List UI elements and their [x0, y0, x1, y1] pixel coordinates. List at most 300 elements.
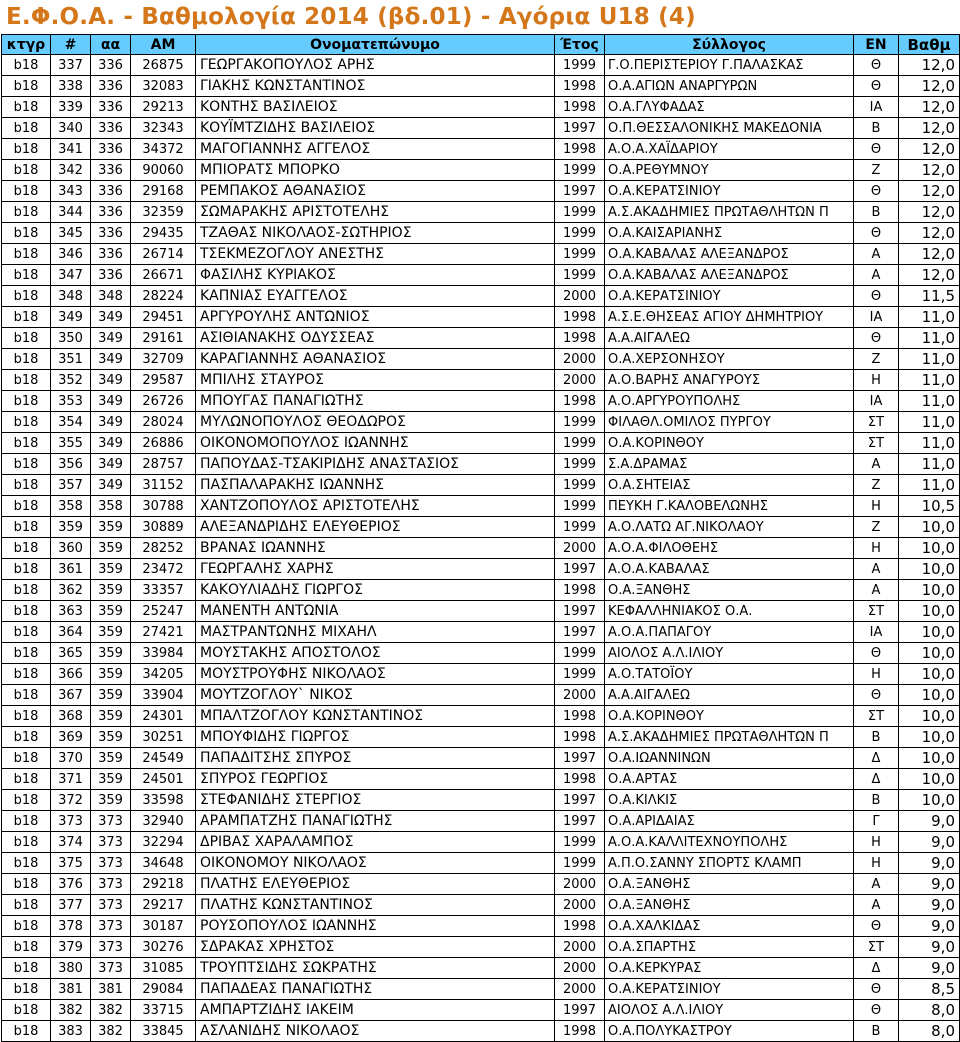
aa-cell: 373 [91, 811, 131, 832]
en-cell: Ζ [854, 160, 899, 181]
birth-year-cell: 2000 [555, 349, 605, 370]
table-row [2, 664, 960, 685]
athlete-name-cell: ΒΡΑΝΑΣ ΙΩΑΝΝΗΣ [196, 538, 555, 559]
rank-cell: 344 [51, 202, 91, 223]
table-row [2, 580, 960, 601]
rank-cell: 338 [51, 76, 91, 97]
aa-cell: 336 [91, 181, 131, 202]
rank-cell: 376 [51, 874, 91, 895]
rank-cell: 356 [51, 454, 91, 475]
club-cell: Ο.Α.ΚΑΒΑΛΑΣ ΑΛΕΞΑΝΔΡΟΣ [605, 265, 854, 286]
table-row [2, 160, 960, 181]
club-cell: Ο.Α.ΚΑΙΣΑΡΙΑΝΗΣ [605, 223, 854, 244]
category-cell: b18 [2, 433, 51, 454]
en-cell: Α [854, 265, 899, 286]
aa-cell: 349 [91, 454, 131, 475]
rank-cell: 342 [51, 160, 91, 181]
aa-cell: 336 [91, 139, 131, 160]
aa-cell: 349 [91, 475, 131, 496]
category-cell: b18 [2, 76, 51, 97]
athlete-name-cell: ΑΜΠΑΡΤΖΙΔΗΣ ΙΑΚΕΙΜ [196, 1000, 555, 1021]
am-cell: 32083 [131, 76, 196, 97]
en-cell: Β [854, 1021, 899, 1042]
table-row [2, 937, 960, 958]
rank-cell: 383 [51, 1021, 91, 1042]
table-row [2, 895, 960, 916]
category-cell: b18 [2, 643, 51, 664]
birth-year-cell: 2000 [555, 937, 605, 958]
aa-cell: 349 [91, 433, 131, 454]
birth-year-cell: 2000 [555, 370, 605, 391]
table-row [2, 517, 960, 538]
category-cell: b18 [2, 160, 51, 181]
en-cell: ΣΤ [854, 412, 899, 433]
category-cell: b18 [2, 349, 51, 370]
athlete-name-cell: ΧΑΝΤΖΟΠΟΥΛΟΣ ΑΡΙΣΤΟΤΕΛΗΣ [196, 496, 555, 517]
rank-cell: 359 [51, 517, 91, 538]
score-cell: 10,0 [899, 643, 960, 664]
category-cell: b18 [2, 958, 51, 979]
club-cell: Α.Ο.ΑΡΓΥΡΟΥΠΟΛΗΣ [605, 391, 854, 412]
club-cell: Α.Σ.ΑΚΑΔΗΜΙΕΣ ΠΡΩΤΑΘΛΗΤΩΝ Π [605, 202, 854, 223]
athlete-name-cell: ΑΛΕΞΑΝΔΡΙΔΗΣ ΕΛΕΥΘΕΡΙΟΣ [196, 517, 555, 538]
rank-cell: 378 [51, 916, 91, 937]
category-cell: b18 [2, 832, 51, 853]
table-row [2, 706, 960, 727]
category-cell: b18 [2, 601, 51, 622]
en-cell: Β [854, 202, 899, 223]
aa-cell: 382 [91, 1021, 131, 1042]
rank-cell: 347 [51, 265, 91, 286]
aa-cell: 348 [91, 286, 131, 307]
table-row [2, 349, 960, 370]
score-cell: 10,0 [899, 538, 960, 559]
birth-year-cell: 2000 [555, 895, 605, 916]
birth-year-cell: 1998 [555, 580, 605, 601]
rank-cell: 358 [51, 496, 91, 517]
athlete-name-cell: ΜΠΟΥΦΙΔΗΣ ΓΙΩΡΓΟΣ [196, 727, 555, 748]
birth-year-cell: 1998 [555, 727, 605, 748]
en-cell: Β [854, 790, 899, 811]
score-cell: 10,0 [899, 664, 960, 685]
club-cell: Ο.Α.ΣΗΤΕΙΑΣ [605, 475, 854, 496]
birth-year-cell: 1999 [555, 412, 605, 433]
athlete-name-cell: ΜΥΛΩΝΟΠΟΥΛΟΣ ΘΕΟΔΩΡΟΣ [196, 412, 555, 433]
athlete-name-cell: ΠΛΑΤΗΣ ΕΛΕΥΘΕΡΙΟΣ [196, 874, 555, 895]
am-cell: 33715 [131, 1000, 196, 1021]
score-cell: 9,0 [899, 853, 960, 874]
athlete-name-cell: ΣΩΜΑΡΑΚΗΣ ΑΡΙΣΤΟΤΕΛΗΣ [196, 202, 555, 223]
rank-cell: 364 [51, 622, 91, 643]
am-cell: 26726 [131, 391, 196, 412]
club-cell: Ο.Α.ΙΩΑΝΝΙΝΩΝ [605, 748, 854, 769]
am-cell: 30276 [131, 937, 196, 958]
am-cell: 24501 [131, 769, 196, 790]
en-cell: Α [854, 454, 899, 475]
score-cell: 12,0 [899, 223, 960, 244]
score-cell: 9,0 [899, 832, 960, 853]
rank-cell: 350 [51, 328, 91, 349]
rank-cell: 381 [51, 979, 91, 1000]
athlete-name-cell: ΤΖΑΘΑΣ ΝΙΚΟΛΑΟΣ-ΣΩΤΗΡΙΟΣ [196, 223, 555, 244]
birth-year-cell: 1998 [555, 769, 605, 790]
aa-cell: 349 [91, 370, 131, 391]
athlete-name-cell: ΠΑΣΠΑΛΑΡΑΚΗΣ ΙΩΑΝΝΗΣ [196, 475, 555, 496]
score-cell: 10,0 [899, 706, 960, 727]
table-row [2, 496, 960, 517]
category-cell: b18 [2, 748, 51, 769]
am-cell: 33845 [131, 1021, 196, 1042]
rank-cell: 345 [51, 223, 91, 244]
en-cell: Θ [854, 1000, 899, 1021]
en-cell: Δ [854, 958, 899, 979]
category-cell: b18 [2, 202, 51, 223]
category-cell: b18 [2, 328, 51, 349]
aa-cell: 349 [91, 391, 131, 412]
club-cell: Α.Ο.ΒΑΡΗΣ ΑΝΑΓΥΡΟΥΣ [605, 370, 854, 391]
category-cell: b18 [2, 517, 51, 538]
club-cell: ΑΙΟΛΟΣ Α.Λ.ΙΛΙΟΥ [605, 1000, 854, 1021]
club-cell: Ο.Α.ΞΑΝΘΗΣ [605, 874, 854, 895]
athlete-name-cell: ΜΟΥΤΖΟΓΛΟΥ` ΝΙΚΟΣ [196, 685, 555, 706]
category-cell: b18 [2, 1000, 51, 1021]
column-header-club: Σύλλογος [605, 35, 854, 55]
birth-year-cell: 1999 [555, 454, 605, 475]
table-row [2, 1000, 960, 1021]
en-cell: ΣΤ [854, 937, 899, 958]
athlete-name-cell: ΦΑΣΙΛΗΣ ΚΥΡΙΑΚΟΣ [196, 265, 555, 286]
birth-year-cell: 1997 [555, 811, 605, 832]
birth-year-cell: 1997 [555, 118, 605, 139]
birth-year-cell: 2000 [555, 286, 605, 307]
birth-year-cell: 2000 [555, 979, 605, 1000]
score-cell: 9,0 [899, 874, 960, 895]
en-cell: Ζ [854, 349, 899, 370]
aa-cell: 349 [91, 328, 131, 349]
en-cell: Θ [854, 979, 899, 1000]
category-cell: b18 [2, 139, 51, 160]
athlete-name-cell: ΜΠΙΟΡΑΤΣ ΜΠΟΡΚΟ [196, 160, 555, 181]
en-cell: Η [854, 496, 899, 517]
score-cell: 11,0 [899, 454, 960, 475]
aa-cell: 373 [91, 958, 131, 979]
rank-cell: 369 [51, 727, 91, 748]
en-cell: ΣΤ [854, 433, 899, 454]
athlete-name-cell: ΤΡΟΥΠΤΣΙΔΗΣ ΣΩΚΡΑΤΗΣ [196, 958, 555, 979]
club-cell: Α.Π.Ο.ΣΑΝΝΥ ΣΠΟΡΤΣ ΚΛΑΜΠ [605, 853, 854, 874]
score-cell: 10,0 [899, 622, 960, 643]
am-cell: 33984 [131, 643, 196, 664]
club-cell: Α.Σ.ΑΚΑΔΗΜΙΕΣ ΠΡΩΤΑΘΛΗΤΩΝ Π [605, 727, 854, 748]
aa-cell: 382 [91, 1000, 131, 1021]
am-cell: 32940 [131, 811, 196, 832]
en-cell: Η [854, 853, 899, 874]
en-cell: Β [854, 118, 899, 139]
score-cell: 11,0 [899, 391, 960, 412]
birth-year-cell: 1998 [555, 706, 605, 727]
club-cell: Ο.Α.ΞΑΝΘΗΣ [605, 895, 854, 916]
column-header-am: ΑΜ [131, 35, 196, 55]
rank-cell: 366 [51, 664, 91, 685]
athlete-name-cell: ΚΑΠΝΙΑΣ ΕΥΑΓΓΕΛΟΣ [196, 286, 555, 307]
athlete-name-cell: ΜΑΝΕΝΤΗ ΑΝΤΩΝΙΑ [196, 601, 555, 622]
en-cell: Θ [854, 181, 899, 202]
athlete-name-cell: ΤΣΕΚΜΕΖΟΓΛΟΥ ΑΝΕΣΤΗΣ [196, 244, 555, 265]
birth-year-cell: 2000 [555, 538, 605, 559]
aa-cell: 373 [91, 874, 131, 895]
am-cell: 30788 [131, 496, 196, 517]
athlete-name-cell: ΠΑΠΑΔΙΤΣΗΣ ΣΠΥΡΟΣ [196, 748, 555, 769]
rank-cell: 367 [51, 685, 91, 706]
aa-cell: 359 [91, 538, 131, 559]
category-cell: b18 [2, 559, 51, 580]
table-row [2, 559, 960, 580]
am-cell: 34648 [131, 853, 196, 874]
score-cell: 12,0 [899, 97, 960, 118]
table-row [2, 622, 960, 643]
am-cell: 32359 [131, 202, 196, 223]
table-row [2, 916, 960, 937]
score-cell: 11,0 [899, 370, 960, 391]
en-cell: Α [854, 580, 899, 601]
club-cell: Ο.Α.ΚΕΡΑΤΣΙΝΙΟΥ [605, 181, 854, 202]
am-cell: 90060 [131, 160, 196, 181]
category-cell: b18 [2, 811, 51, 832]
category-cell: b18 [2, 454, 51, 475]
category-cell: b18 [2, 55, 51, 76]
am-cell: 29168 [131, 181, 196, 202]
score-cell: 8,0 [899, 1000, 960, 1021]
category-cell: b18 [2, 664, 51, 685]
birth-year-cell: 1997 [555, 748, 605, 769]
club-cell: Ο.Α.ΞΑΝΘΗΣ [605, 580, 854, 601]
aa-cell: 373 [91, 916, 131, 937]
athlete-name-cell: ΠΑΠΑΔΕΑΣ ΠΑΝΑΓΙΩΤΗΣ [196, 979, 555, 1000]
column-header-year: Έτος [555, 35, 605, 55]
athlete-name-cell: ΡΕΜΠΑΚΟΣ ΑΘΑΝΑΣΙΟΣ [196, 181, 555, 202]
athlete-name-cell: ΑΣΙΘΙΑΝΑΚΗΣ ΟΔΥΣΣΕΑΣ [196, 328, 555, 349]
rank-cell: 374 [51, 832, 91, 853]
table-row [2, 139, 960, 160]
am-cell: 26671 [131, 265, 196, 286]
score-cell: 12,0 [899, 202, 960, 223]
aa-cell: 336 [91, 55, 131, 76]
birth-year-cell: 1999 [555, 55, 605, 76]
ranking-table [1, 34, 960, 1042]
rank-cell: 375 [51, 853, 91, 874]
club-cell: Α.Α.ΑΙΓΑΛΕΩ [605, 685, 854, 706]
club-cell: Ο.Π.ΘΕΣΣΑΛΟΝΙΚΗΣ ΜΑΚΕΔΟΝΙΑ [605, 118, 854, 139]
club-cell: Ο.Α.ΑΡΙΔΑΙΑΣ [605, 811, 854, 832]
birth-year-cell: 1999 [555, 643, 605, 664]
club-cell: Α.Α.ΑΙΓΑΛΕΩ [605, 328, 854, 349]
score-cell: 10,0 [899, 559, 960, 580]
table-row [2, 118, 960, 139]
score-cell: 10,0 [899, 517, 960, 538]
category-cell: b18 [2, 496, 51, 517]
en-cell: Α [854, 559, 899, 580]
birth-year-cell: 1998 [555, 1021, 605, 1042]
score-cell: 10,0 [899, 748, 960, 769]
athlete-name-cell: ΜΟΥΣΤΡΟΥΦΗΣ ΝΙΚΟΛΑΟΣ [196, 664, 555, 685]
club-cell: Ο.Α.ΚΑΒΑΛΑΣ ΑΛΕΞΑΝΔΡΟΣ [605, 244, 854, 265]
birth-year-cell: 1997 [555, 181, 605, 202]
aa-cell: 381 [91, 979, 131, 1000]
birth-year-cell: 1999 [555, 265, 605, 286]
score-cell: 12,0 [899, 76, 960, 97]
rank-cell: 351 [51, 349, 91, 370]
am-cell: 30251 [131, 727, 196, 748]
birth-year-cell: 1997 [555, 601, 605, 622]
birth-year-cell: 1999 [555, 853, 605, 874]
club-cell: Ο.Α.ΠΟΛΥΚΑΣΤΡΟΥ [605, 1021, 854, 1042]
birth-year-cell: 1999 [555, 433, 605, 454]
en-cell: ΙΑ [854, 391, 899, 412]
club-cell: ΚΕΦΑΛΛΗΝΙΑΚΟΣ Ο.Α. [605, 601, 854, 622]
rank-cell: 377 [51, 895, 91, 916]
rank-cell: 354 [51, 412, 91, 433]
table-row [2, 244, 960, 265]
athlete-name-cell: ΚΑΚΟΥΛΙΑΔΗΣ ΓΙΩΡΓΟΣ [196, 580, 555, 601]
aa-cell: 336 [91, 76, 131, 97]
birth-year-cell: 1998 [555, 97, 605, 118]
score-cell: 10,0 [899, 685, 960, 706]
table-row [2, 328, 960, 349]
rank-cell: 353 [51, 391, 91, 412]
club-cell: Ο.Α.ΑΓΙΩΝ ΑΝΑΡΓΥΡΩΝ [605, 76, 854, 97]
club-cell: Ο.Α.ΣΠΑΡΤΗΣ [605, 937, 854, 958]
am-cell: 32343 [131, 118, 196, 139]
am-cell: 29435 [131, 223, 196, 244]
aa-cell: 373 [91, 832, 131, 853]
table-row [2, 1021, 960, 1042]
table-row [2, 97, 960, 118]
am-cell: 34205 [131, 664, 196, 685]
score-cell: 9,0 [899, 811, 960, 832]
en-cell: Α [854, 874, 899, 895]
score-cell: 11,5 [899, 286, 960, 307]
category-cell: b18 [2, 1021, 51, 1042]
club-cell: ΦΙΛΑΘΛ.ΟΜΙΛΟΣ ΠΥΡΓΟΥ [605, 412, 854, 433]
aa-cell: 349 [91, 349, 131, 370]
club-cell: Ο.Α.ΚΟΡΙΝΘΟΥ [605, 433, 854, 454]
club-cell: Ο.Α.ΧΑΛΚΙΔΑΣ [605, 916, 854, 937]
club-cell: Ο.Α.ΧΕΡΣΟΝΗΣΟΥ [605, 349, 854, 370]
rank-cell: 349 [51, 307, 91, 328]
athlete-name-cell: ΟΙΚΟΝΟΜΟΠΟΥΛΟΣ ΙΩΑΝΝΗΣ [196, 433, 555, 454]
aa-cell: 359 [91, 685, 131, 706]
aa-cell: 359 [91, 790, 131, 811]
birth-year-cell: 2000 [555, 874, 605, 895]
score-cell: 11,0 [899, 412, 960, 433]
birth-year-cell: 1999 [555, 496, 605, 517]
am-cell: 26875 [131, 55, 196, 76]
category-cell: b18 [2, 538, 51, 559]
birth-year-cell: 1998 [555, 76, 605, 97]
aa-cell: 359 [91, 559, 131, 580]
aa-cell: 336 [91, 223, 131, 244]
en-cell: Δ [854, 748, 899, 769]
category-cell: b18 [2, 286, 51, 307]
am-cell: 27421 [131, 622, 196, 643]
birth-year-cell: 1999 [555, 517, 605, 538]
aa-cell: 373 [91, 895, 131, 916]
rank-cell: 379 [51, 937, 91, 958]
athlete-name-cell: ΜΟΥΣΤΑΚΗΣ ΑΠΟΣΤΟΛΟΣ [196, 643, 555, 664]
table-row [2, 307, 960, 328]
category-cell: b18 [2, 853, 51, 874]
rank-cell: 352 [51, 370, 91, 391]
aa-cell: 359 [91, 727, 131, 748]
table-row [2, 727, 960, 748]
score-cell: 10,5 [899, 496, 960, 517]
athlete-name-cell: ΓΕΩΡΓΑΚΟΠΟΥΛΟΣ ΑΡΗΣ [196, 55, 555, 76]
birth-year-cell: 2000 [555, 958, 605, 979]
table-row [2, 454, 960, 475]
athlete-name-cell: ΓΕΩΡΓΑΛΗΣ ΧΑΡΗΣ [196, 559, 555, 580]
club-cell: Γ.Ο.ΠΕΡΙΣΤΕΡΙΟΥ Γ.ΠΑΛΑΣΚΑΣ [605, 55, 854, 76]
table-row [2, 475, 960, 496]
en-cell: Θ [854, 55, 899, 76]
am-cell: 24549 [131, 748, 196, 769]
column-header-en: ΕΝ [854, 35, 899, 55]
athlete-name-cell: ΓΙΑΚΗΣ ΚΩΝΣΤΑΝΤΙΝΟΣ [196, 76, 555, 97]
score-cell: 12,0 [899, 265, 960, 286]
aa-cell: 358 [91, 496, 131, 517]
rank-cell: 365 [51, 643, 91, 664]
en-cell: ΣΤ [854, 601, 899, 622]
en-cell: Θ [854, 76, 899, 97]
category-cell: b18 [2, 874, 51, 895]
birth-year-cell: 1997 [555, 1000, 605, 1021]
club-cell: ΑΙΟΛΟΣ Α.Λ.ΙΛΙΟΥ [605, 643, 854, 664]
en-cell: Θ [854, 328, 899, 349]
rank-cell: 346 [51, 244, 91, 265]
en-cell: Η [854, 664, 899, 685]
en-cell: Ζ [854, 475, 899, 496]
en-cell: Θ [854, 916, 899, 937]
am-cell: 30187 [131, 916, 196, 937]
table-row [2, 55, 960, 76]
score-cell: 10,0 [899, 790, 960, 811]
table-row [2, 748, 960, 769]
club-cell: Σ.Α.ΔΡΑΜΑΣ [605, 454, 854, 475]
birth-year-cell: 1999 [555, 160, 605, 181]
aa-cell: 373 [91, 853, 131, 874]
aa-cell: 349 [91, 412, 131, 433]
aa-cell: 359 [91, 622, 131, 643]
category-cell: b18 [2, 685, 51, 706]
aa-cell: 359 [91, 643, 131, 664]
birth-year-cell: 1999 [555, 832, 605, 853]
table-row [2, 958, 960, 979]
am-cell: 29084 [131, 979, 196, 1000]
aa-cell: 359 [91, 517, 131, 538]
table-row [2, 223, 960, 244]
birth-year-cell: 1999 [555, 223, 605, 244]
header-row [2, 35, 960, 55]
am-cell: 34372 [131, 139, 196, 160]
score-cell: 9,0 [899, 916, 960, 937]
athlete-name-cell: ΑΡΓΥΡΟΥΛΗΣ ΑΝΤΩΝΙΟΣ [196, 307, 555, 328]
score-cell: 9,0 [899, 958, 960, 979]
rank-cell: 373 [51, 811, 91, 832]
athlete-name-cell: ΑΡΑΜΠΑΤΖΗΣ ΠΑΝΑΓΙΩΤΗΣ [196, 811, 555, 832]
en-cell: Θ [854, 139, 899, 160]
category-cell: b18 [2, 727, 51, 748]
category-cell: b18 [2, 706, 51, 727]
athlete-name-cell: ΔΡΙΒΑΣ ΧΑΡΑΛΑΜΠΟΣ [196, 832, 555, 853]
